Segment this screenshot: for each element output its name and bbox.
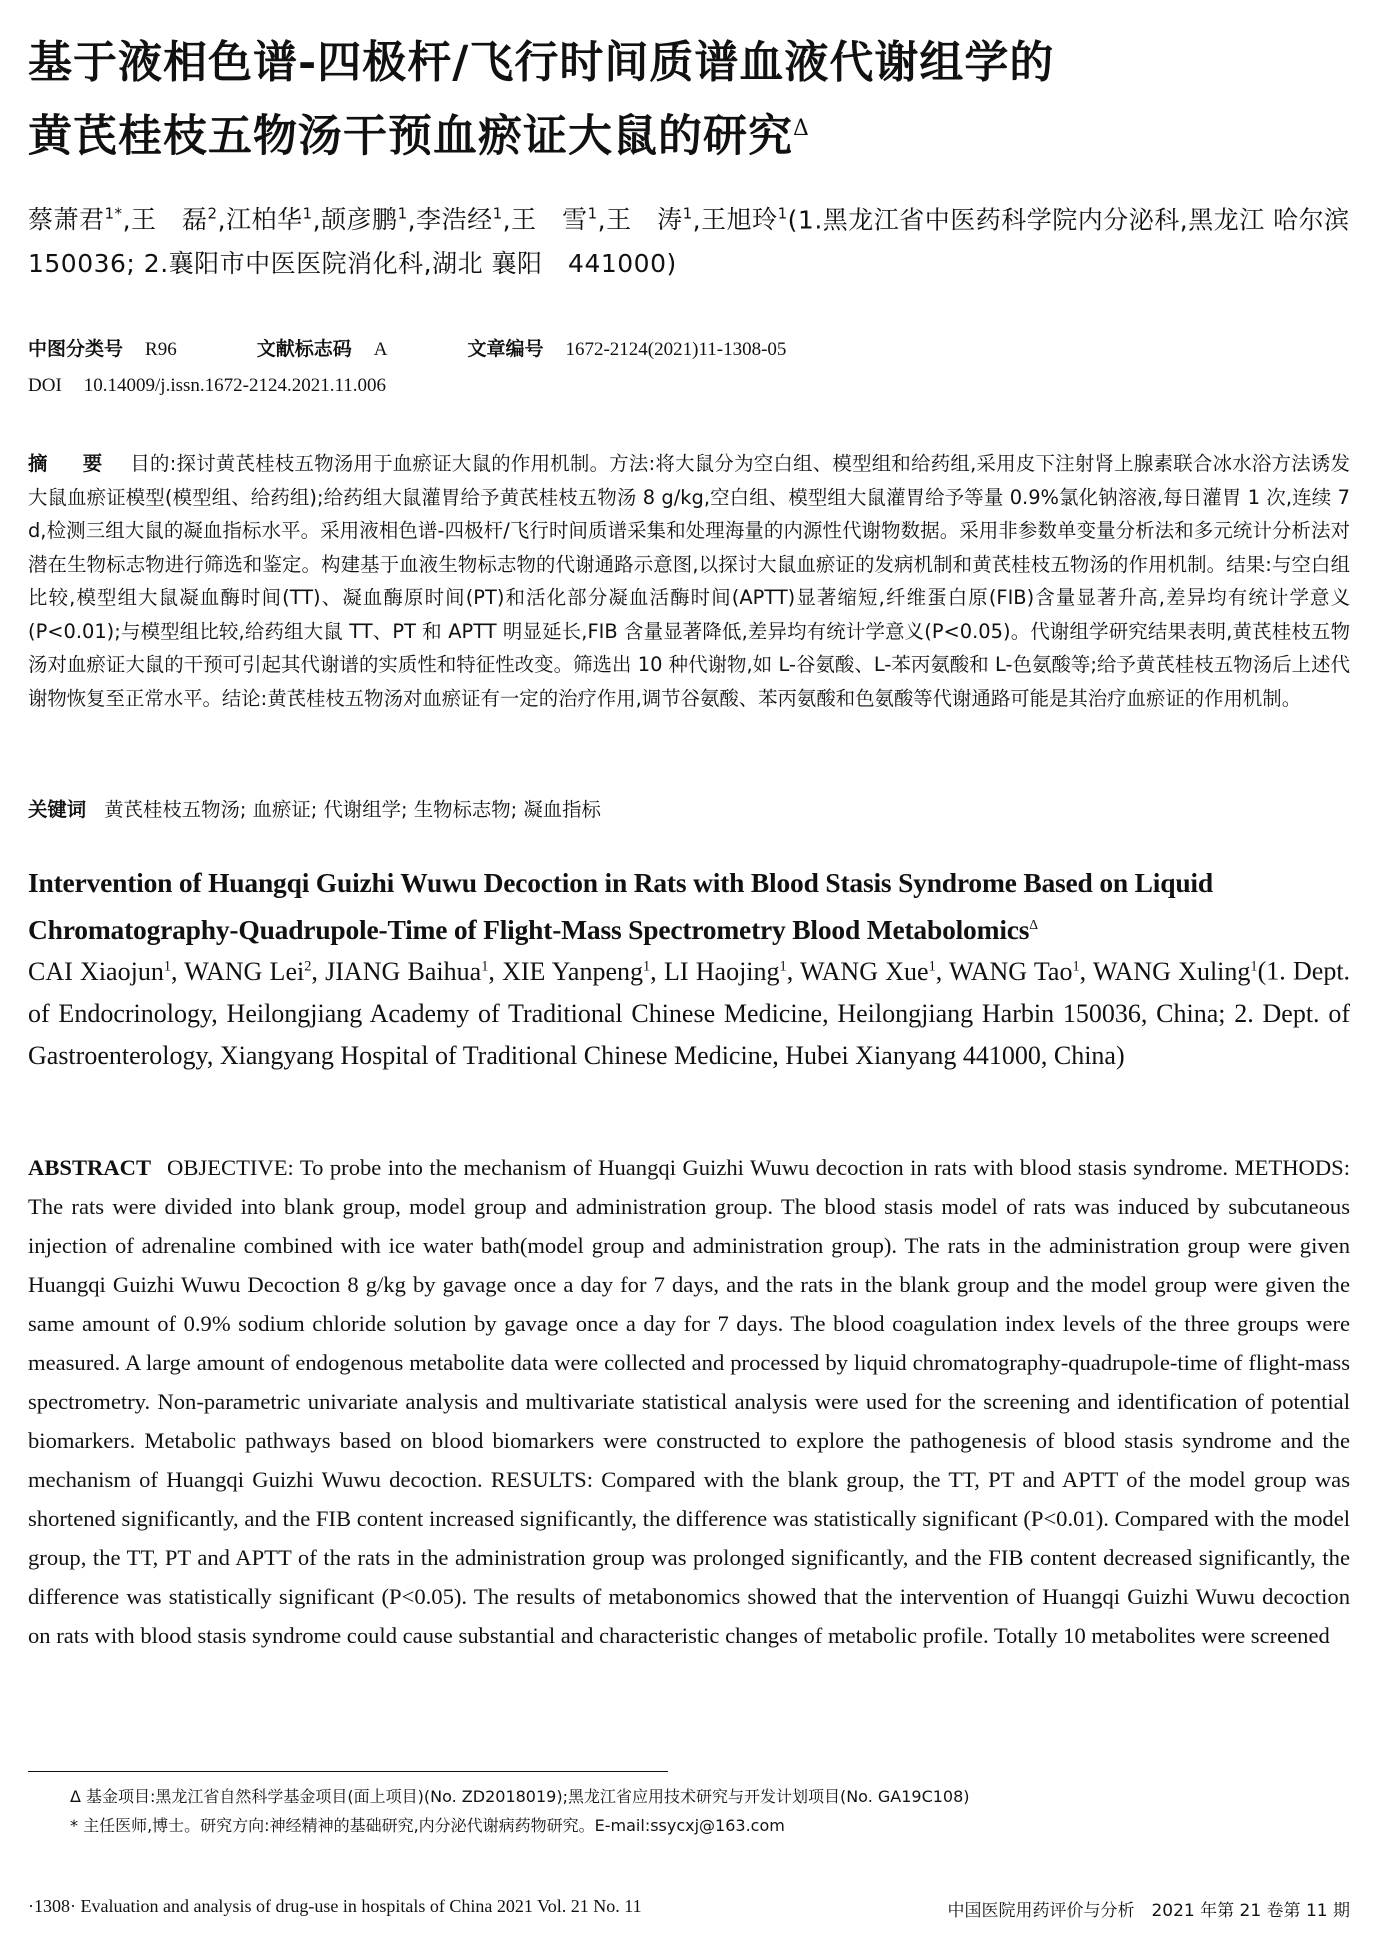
funding-footnote: Δ 基金项目:黑龙江省自然科学基金项目(面上项目)(No. ZD2018019);黑龙江省应用技术研究与开发计划项目(No. GA19C108) (70, 1787, 970, 1806)
chinese-title (28, 30, 1358, 170)
english-author (1093, 957, 1258, 986)
doi-value[interactable]: 10.14009/j.issn.1672-2124.2021.11.006 (83, 375, 387, 396)
chinese-title-line-2 (28, 96, 1358, 170)
affiliation-superscript: 2 (207, 205, 218, 223)
author-name: WANG Lei (184, 956, 305, 986)
chinese-author (226, 205, 313, 234)
chinese-keywords-heading: 关键词 (28, 798, 87, 821)
doi-line (28, 375, 386, 397)
english-author (325, 957, 488, 986)
english-abstract-heading: ABSTRACT (28, 1155, 152, 1180)
affiliation-superscript: 1 (492, 205, 503, 223)
funding-mark: Δ (793, 116, 810, 141)
author-name: 王 雪 (511, 205, 588, 235)
author-footnote: * 主任医师,博士。研究方向:神经精神的基础研究,内分泌代谢病药物研究。E-mail:ssycxj@163.com (70, 1816, 785, 1835)
doi-label: DOI (28, 375, 62, 396)
affiliation-superscript: 1 (302, 205, 313, 223)
english-author (184, 957, 311, 986)
clc-label: 中图分类号 (28, 338, 124, 360)
author-name: WANG Tao (949, 956, 1073, 986)
author-name: 李浩经 (416, 205, 493, 235)
author-name: 颉彦鹏 (321, 205, 398, 235)
author-name: 王旭玲 (701, 205, 778, 235)
english-title-text: Intervention of Huangqi Guizhi Wuwu Decoction in Rats with Blood Stasis Syndrome Based on Liquid Chromatography-Quadrupole-Time of Flight-Mass Spectrometry Blood Metabolomics (28, 867, 1213, 946)
classification-line (28, 334, 786, 361)
english-author (949, 957, 1080, 986)
chinese-author (28, 205, 123, 234)
english-title (28, 862, 1350, 951)
author-name: 蔡萧君 (28, 205, 105, 235)
footnotes (70, 1782, 1350, 1840)
article-number-value: 1672-2124(2021)11-1308-05 (565, 339, 787, 360)
author-name: LI Haojing (663, 956, 780, 986)
footer-journal-english: ·1308· Evaluation and analysis of drug-use in hospitals of China 2021 Vol. 21 No. 11 (28, 1896, 642, 1916)
chinese-author (606, 205, 693, 234)
author-name: 江柏华 (226, 205, 303, 235)
chinese-title-line-2-text: 黄芪桂枝五物汤干预血瘀证大鼠的研究 (28, 110, 793, 162)
doc-code-label: 文献标志码 (256, 338, 352, 360)
chinese-author (511, 205, 598, 234)
affiliation-superscript: 1 (481, 958, 489, 974)
chinese-author (131, 205, 218, 234)
affiliation-superscript: 2 (304, 958, 312, 974)
chinese-author-list: 蔡萧君$^{1*}$,王 磊$^2$,江柏华$^1$,颉彦鹏$^1$,李浩经$^1$,王 雪$^1$,王 涛$^1$,王旭玲$^1$(1.黑龙江省中医药科学院内分泌科,黑龙江 哈尔滨 150036; 2.襄阳市中医医院消化科,湖北 襄阳 441000) (28, 205, 1375, 279)
author-name: CAI Xiaojun (28, 956, 164, 986)
affiliation-superscript: 1* (104, 205, 123, 223)
footnote-divider (28, 1771, 668, 1772)
author-name: JIANG Baihua (325, 956, 482, 986)
clc-value: R96 (145, 339, 177, 360)
english-affiliation: (1. Dept. of Endocrinology, Heilongjiang Academy of Traditional Chinese Medicine, Heilongjiang Harbin 150036, China; 2. Dept. of Gastroenterology, Xiangyang Hospital of Traditional Chinese Medicine, Hubei Xianyang 441000, China) (28, 956, 1351, 1070)
english-author (502, 957, 650, 986)
chinese-author (321, 205, 408, 234)
author-name: 王 磊 (131, 205, 208, 235)
author-name: WANG Xuling (1092, 956, 1251, 986)
english-author (28, 957, 171, 986)
chinese-author (701, 205, 788, 234)
affiliation-superscript: 1 (1072, 958, 1080, 974)
author-name: XIE Yanpeng (502, 956, 644, 986)
affiliation-superscript: 1 (1250, 958, 1258, 974)
english-abstract-text: OBJECTIVE: To probe into the mechanism of Huangqi Guizhi Wuwu decoction in rats with blood stasis syndrome. METHODS: The rats were divided into blank group, model group and administration group. The blood stasis model of rats was induced by subcutaneous injection of adrenaline combined with ice water bath(model group and administration group). The rats in the administration group were given Huangqi Guizhi Wuwu Decoction 8 g/kg by gavage once a day for 7 days, and the rats in the blank group and the model group were given the same amount of 0.9% sodium chloride solution by gavage once a day for 7 days. The blood coagulation index levels of the three groups were measured. A large amount of endogenous metabolite data were collected and processed by liquid chromatography-quadrupole-time of flight-mass spectrometry. Non-parametric univariate analysis and multivariate statistical analysis were used for the screening and identification of potential biomarkers. Metabolic pathways based on blood biomarkers were constructed to explore the pathogenesis of blood stasis syndrome and the mechanism of Huangqi Guizhi Wuwu decoction. RESULTS: Compared with the blank group, the TT, PT and APTT of the model group was shortened significantly, and the FIB content increased significantly, the difference was statistically significant (P<0.01). Compared with the model group, the TT, PT and APTT of the rats in the administration group was prolonged significantly, and the FIB content decreased significantly, the difference was statistically significant (P<0.05). The results of metabonomics showed that the intervention of Huangqi Guizhi Wuwu decoction on rats with blood stasis syndrome could cause substantial and characteristic changes of metabolic profile. Totally 10 metabolites were screened (28, 1155, 1350, 1648)
chinese-affiliation: (1.黑龙江省中医药科学院内分泌科,黑龙江 哈尔滨 150036; 2.襄阳市中医医院消化科,湖北 襄阳 441000) (28, 205, 1375, 279)
author-name: WANG Xue (800, 956, 929, 986)
affiliation-superscript: 1 (163, 958, 171, 974)
footer-journal-chinese: 中国医院用药评价与分析 2021 年第 21 卷第 11 期 (947, 1901, 1350, 1921)
affiliation-superscript: 1 (928, 958, 936, 974)
chinese-title-line-1: 基于液相色谱-四极杆/飞行时间质谱血液代谢组学的 (28, 37, 1055, 88)
english-author (664, 957, 787, 986)
chinese-keywords-text: 黄芪桂枝五物汤; 血瘀证; 代谢组学; 生物标志物; 凝血指标 (104, 798, 601, 821)
chinese-keywords (28, 793, 1350, 826)
affiliation-superscript: 1 (777, 205, 788, 223)
affiliation-superscript: 1 (643, 958, 651, 974)
affiliation-superscript: 1 (779, 958, 787, 974)
article-number-label: 文章编号 (467, 338, 544, 360)
affiliation-superscript: 1 (682, 205, 693, 223)
affiliation-superscript: 1 (587, 205, 598, 223)
english-funding-mark: Δ (1029, 917, 1038, 932)
english-author-list: CAI Xiaojun$^1$, WANG Lei$^2$, JIANG Baihua$^1$, XIE Yanpeng$^1$, LI Haojing$^1$, WANG Xue$^1$, WANG Tao$^1$, WANG Xuling$^1$(1. Dept. of Endocrinology, Heilongjiang Academy of Traditional Chinese Medicine, Heilongjiang Harbin 150036, China; 2. Dept. of Gastroenterology, Xiangyang Hospital of Traditional Chinese Medicine, Hubei Xianyang 441000, China) (28, 956, 1351, 1070)
english-abstract (28, 1148, 1350, 1655)
chinese-abstract-text: 目的:探讨黄芪桂枝五物汤用于血瘀证大鼠的作用机制。方法:将大鼠分为空白组、模型组和给药组,采用皮下注射肾上腺素联合冰水浴方法诱发大鼠血瘀证模型(模型组、给药组);给药组大鼠灌胃给予黄芪桂枝五物汤 8 g/kg,空白组、模型组大鼠灌胃给予等量 0.9%氯化钠溶液,每日灌胃 1 次,连续 7 d,检测三组大鼠的凝血指标水平。采用液相色谱-四极杆/飞行时间质谱采集和处理海量的内源性代谢物数据。采用非参数单变量分析法和多元统计分析法对潜在生物标志物进行筛选和鉴定。构建基于血液生物标志物的代谢通路示意图,以探讨大鼠血瘀证的发病机制和黄芪桂枝五物汤的作用机制。结果:与空白组比较,模型组大鼠凝血酶时间(TT)、凝血酶原时间(PT)和活化部分凝血活酶时间(APTT)显著缩短,纤维蛋白原(FIB)含量显著升高,差异均有统计学意义(P<0.01);与模型组比较,给药组大鼠 TT、PT 和 APTT 明显延长,FIB 含量显著降低,差异均有统计学意义(P<0.05)。代谢组学研究结果表明,黄芪桂枝五物汤对血瘀证大鼠的干预可引起其代谢谱的实质性和特征性改变。筛选出 10 种代谢物,如 L-谷氨酸、L-苯丙氨酸和 L-色氨酸等;给予黄芪桂枝五物汤后上述代谢物恢复至正常水平。结论:黄芪桂枝五物汤对血瘀证有一定的治疗作用,调节谷氨酸、苯丙氨酸和色氨酸等代谢通路可能是其治疗血瘀证的作用机制。 (28, 452, 1350, 710)
chinese-abstract (28, 447, 1350, 715)
author-name: 王 涛 (606, 205, 683, 235)
page-footer (28, 1896, 1350, 1921)
affiliation-superscript: 1 (397, 205, 408, 223)
english-author (800, 957, 936, 986)
doc-code-value: A (373, 339, 388, 360)
chinese-author (416, 205, 503, 234)
chinese-abstract-heading: 摘 要 (28, 452, 117, 475)
